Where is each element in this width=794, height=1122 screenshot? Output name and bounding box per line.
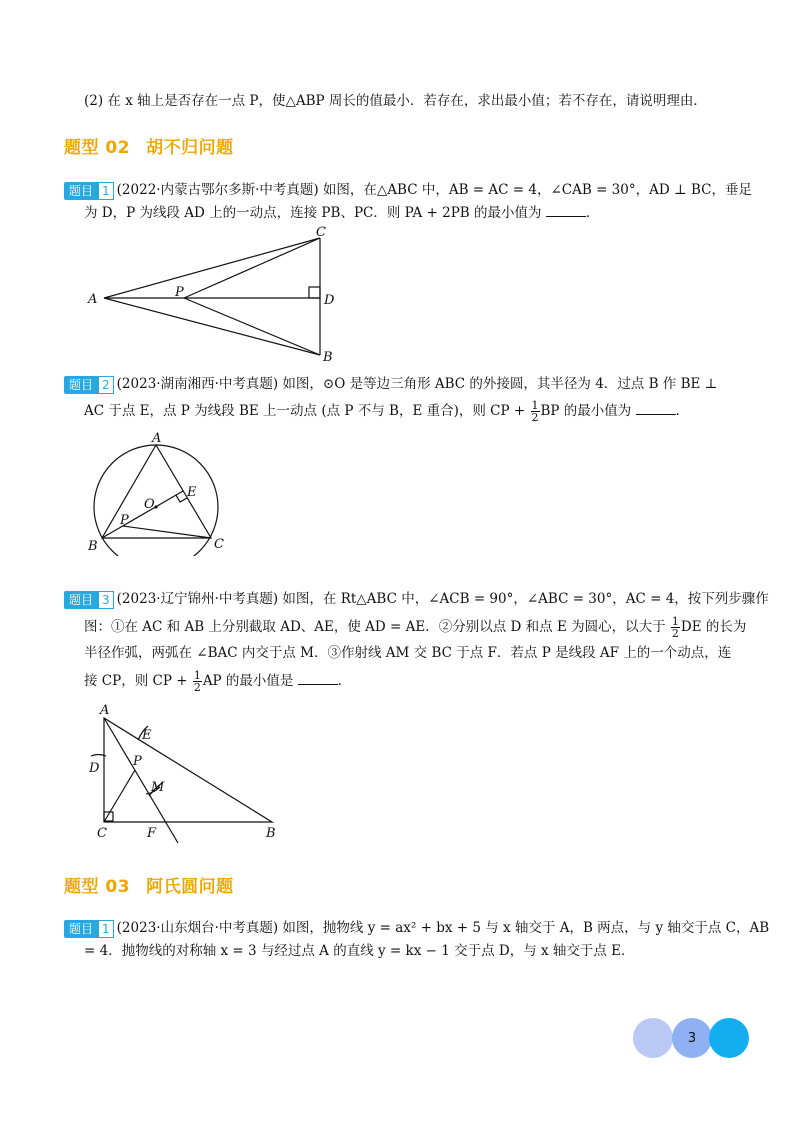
label-m: M	[151, 780, 165, 795]
figure-1	[80, 222, 350, 367]
section-title: 阿氏圆问题	[146, 877, 234, 897]
problem-4-line-1: 题目 1 (2023·山东烟台·中考真题) 如图，抛物线 y = ax² + bx + 5 与 x 轴交于 A，B 两点，与 y 轴交于点 C，AB	[64, 918, 769, 938]
answer-blank[interactable]	[298, 672, 338, 685]
answer-blank[interactable]	[636, 402, 676, 415]
label-d: D	[89, 761, 100, 776]
page-deco-circle	[633, 1018, 673, 1058]
section-number: 题型 03	[64, 877, 131, 897]
circumcircle	[94, 445, 218, 556]
problem-3-line-3: 半径作弧，两弧在 ∠BAC 内交于点 M．③作射线 AM 交 BC 于点 F．若点 P 是线段 AF 上的一个动点，连	[84, 645, 732, 661]
problem-tag: 题目 1	[64, 182, 114, 200]
label-b: B	[88, 539, 98, 554]
segment-ac	[104, 238, 320, 298]
label-c: C	[97, 826, 107, 841]
section-heading-02	[64, 133, 234, 158]
triangle-acb	[104, 718, 272, 822]
label-e: E	[187, 485, 197, 500]
right-angle-mark	[176, 495, 187, 502]
page-number: 3	[672, 1018, 712, 1058]
figure-3	[80, 698, 290, 843]
problem-tag: 题目 3	[64, 591, 114, 609]
center-point	[154, 505, 157, 508]
label-p: P	[133, 754, 142, 769]
segment-pb	[184, 298, 320, 355]
ray-am	[104, 718, 178, 843]
segment-pc	[123, 526, 211, 538]
fraction-half: $\frac{1}{2}$	[193, 669, 201, 694]
problem-tag: 题目 1	[64, 920, 114, 938]
label-c: C	[316, 225, 326, 240]
segment-be	[102, 491, 183, 538]
figure-2	[80, 428, 240, 556]
problem-4-line-2: = 4．抛物线的对称轴 x = 3 与经过点 A 的直线 y = kx − 1 交于点 D，与 x 轴交于点 E．	[84, 943, 635, 959]
problem-tag: 题目 2	[64, 376, 114, 394]
segment-ab	[104, 298, 320, 355]
label-a: A	[100, 703, 110, 718]
segment-pc	[184, 238, 320, 298]
label-o: O	[144, 497, 155, 512]
label-p: P	[120, 513, 129, 528]
label-a: A	[152, 431, 162, 446]
label-e: E	[142, 728, 152, 743]
problem-3-line-1: 题目 3 (2023·辽宁锦州·中考真题) 如图，在 Rt△ABC 中，∠ACB = 90°，∠ABC = 30°，AC = 4，按下列步骤作	[64, 589, 769, 609]
section-heading-03	[64, 872, 234, 897]
fraction-half: $\frac{1}{2}$	[671, 615, 679, 640]
label-p: P	[175, 285, 184, 300]
intro-line: (2) 在 x 轴上是否存在一点 P，使△ABP 周长的值最小．若存在，求出最小值；若不存在，请说明理由．	[84, 93, 707, 109]
problem-3-line-4: 接 CP，则 CP + $\frac{1}{2}$ AP 的最小值是 ．	[84, 669, 352, 694]
section-title: 胡不归问题	[146, 138, 234, 158]
section-number: 题型 02	[64, 138, 131, 158]
label-c: C	[214, 537, 224, 552]
problem-3-line-2: 图：①在 AC 和 AB 上分别截取 AD、AE，使 AD = AE．②分别以点 D 和点 E 为圆心，以大于 $\frac{1}{2}$ DE 的长为	[84, 615, 747, 640]
fraction-half: $\frac{1}{2}$	[531, 399, 539, 424]
segment-cp	[104, 770, 135, 822]
label-b: B	[323, 350, 333, 365]
answer-blank[interactable]	[546, 204, 586, 217]
label-f: F	[147, 826, 157, 841]
problem-2-line-2: AC 于点 E，点 P 为线段 BE 上一动点 (点 P 不与 B，E 重合)，则 CP + $\frac{1}{2}$ BP 的最小值为 ．	[84, 399, 690, 424]
problem-1-line-1: 题目 1 (2022·内蒙古鄂尔多斯·中考真题) 如图，在△ABC 中，AB = AC = 4，∠CAB = 30°，AD ⊥ BC，垂足	[64, 180, 752, 200]
problem-2-line-1: 题目 2 (2023·湖南湘西·中考真题) 如图，⊙O 是等边三角形 ABC 的外接圆，其半径为 4．过点 B 作 BE ⊥	[64, 374, 717, 394]
arc-d	[91, 755, 106, 757]
label-b: B	[266, 826, 276, 841]
problem-1-line-2: 为 D，P 为线段 AD 上的一动点，连接 PB、PC．则 PA + 2PB 的最小值为 ．	[84, 205, 600, 221]
label-a: A	[88, 292, 98, 307]
right-angle-mark	[309, 287, 320, 298]
page-deco-circle	[709, 1018, 749, 1058]
label-d: D	[324, 293, 335, 308]
